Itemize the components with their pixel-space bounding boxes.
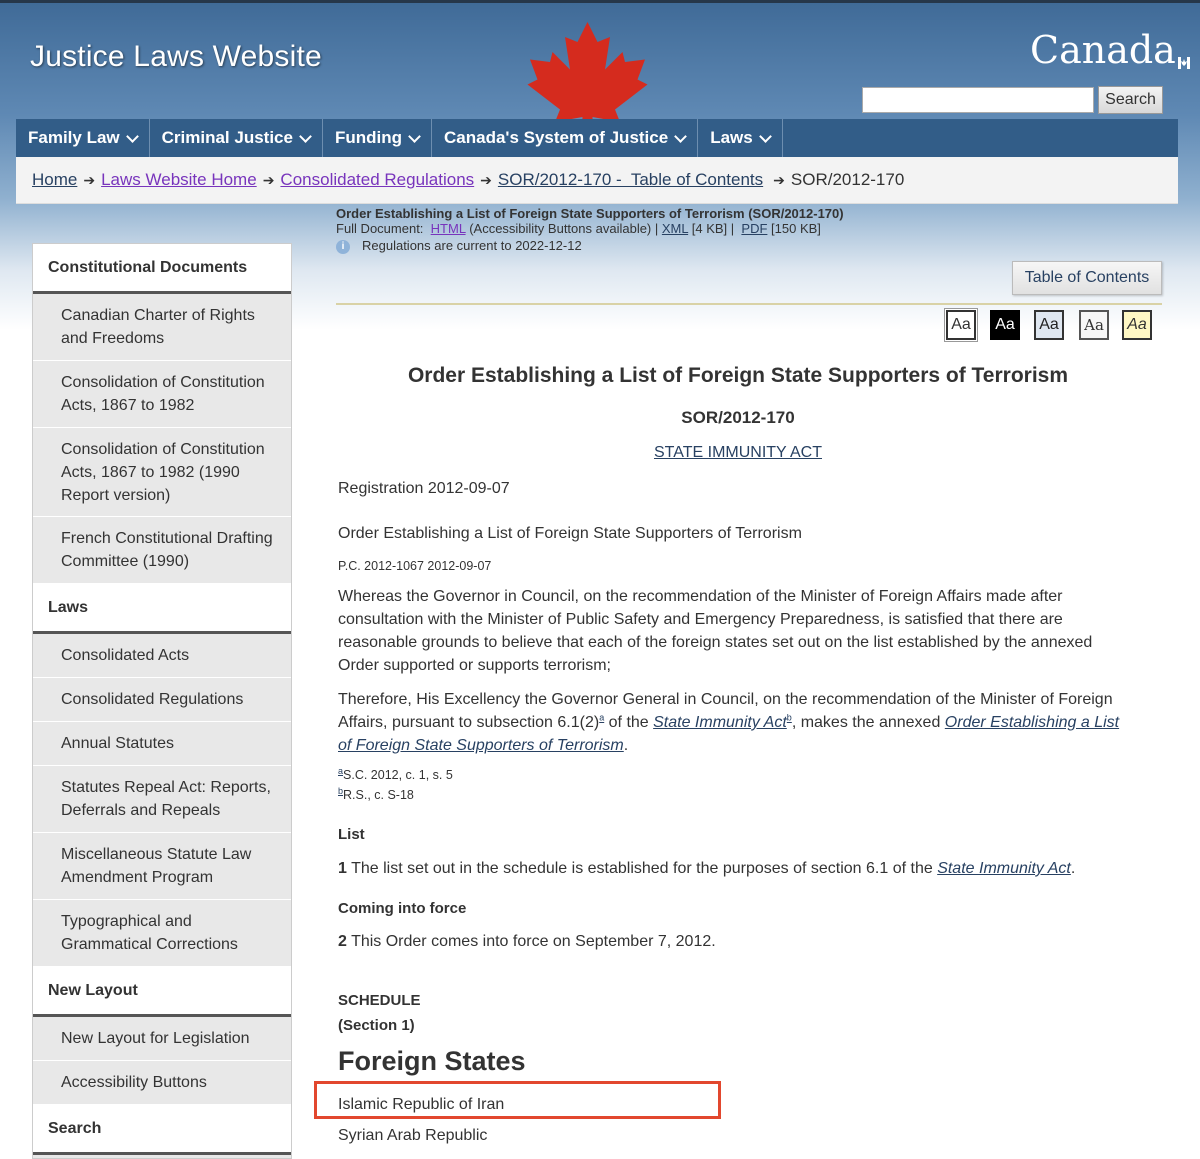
- menu-label: Canada's System of Justice: [444, 128, 669, 147]
- state-immunity-act-link[interactable]: State Immunity Act: [653, 714, 787, 731]
- search-input[interactable]: [862, 87, 1094, 113]
- menu-criminal-justice[interactable]: [150, 119, 323, 157]
- sidebar-item-french-committee[interactable]: French Constitutional Drafting Committee (1990): [33, 517, 291, 584]
- section-1-number: 1: [338, 860, 347, 877]
- arrow-right-icon: ➔: [83, 171, 96, 188]
- section-2-text: This Order comes into force on September 7, 2012.: [346, 933, 716, 950]
- site-title[interactable]: Justice Laws Website: [30, 40, 322, 73]
- state-list-item: Syrian Arab Republic: [338, 1127, 488, 1144]
- section-1: [338, 857, 1128, 880]
- arrow-right-icon: ➔: [773, 171, 785, 188]
- xml-link[interactable]: XML: [661, 221, 689, 236]
- chevron-down-icon: [408, 130, 421, 143]
- pc-number: P.C. 2012-1067 2012-09-07: [338, 559, 492, 573]
- text-style-serif-button[interactable]: Aa: [1079, 310, 1109, 340]
- info-icon: i: [336, 240, 350, 254]
- section-1-text: The list set out in the schedule is established for the purposes of section 6.1 of the: [346, 860, 938, 877]
- document-header: [336, 206, 1166, 254]
- sidebar-item-statutes-repeal[interactable]: Statutes Repeal Act: Reports, Deferrals and Repeals: [33, 766, 291, 833]
- therefore-text-2: of the: [604, 714, 654, 731]
- search-button[interactable]: Search: [1098, 86, 1163, 114]
- full-document-links: [336, 221, 1166, 236]
- main-menu: [16, 119, 1178, 160]
- sidebar-item-annual-statutes[interactable]: Annual Statutes: [33, 722, 291, 766]
- registration: Registration 2012-09-07: [338, 480, 510, 497]
- enabling-act-link[interactable]: STATE IMMUNITY ACT: [653, 444, 822, 461]
- arrow-right-icon: ➔: [480, 171, 492, 188]
- enabling-act-link-wrap: [336, 444, 1140, 462]
- sidebar-section-search: Search: [33, 1105, 291, 1155]
- therefore-text-4: .: [623, 737, 629, 754]
- text-style-blue-button[interactable]: Aa: [1034, 310, 1064, 340]
- breadcrumb-toc[interactable]: SOR/2012-170 - Table of Contents: [497, 170, 764, 189]
- flag-icon: [1178, 34, 1190, 46]
- footnote-b-text: R.S., c. S-18: [343, 788, 414, 802]
- menu-family-law[interactable]: [16, 119, 150, 157]
- menu-label: Laws: [710, 128, 753, 147]
- schedule-heading: SCHEDULE: [338, 992, 421, 1009]
- sidebar-section-laws: Laws: [33, 584, 291, 634]
- text-style-default-button[interactable]: Aa: [946, 310, 976, 340]
- table-of-contents-button[interactable]: Table of Contents: [1012, 261, 1162, 295]
- breadcrumb-current: SOR/2012-170: [790, 170, 905, 189]
- section-1-act-link[interactable]: State Immunity Act: [937, 860, 1071, 877]
- sidebar: [32, 243, 292, 1159]
- schedule-section-ref: (Section 1): [338, 1017, 415, 1034]
- state-list-item: Islamic Republic of Iran: [338, 1096, 505, 1113]
- highlight-box: [314, 1081, 721, 1119]
- canada-wordmark: [1030, 28, 1190, 72]
- sidebar-section-new-layout: New Layout: [33, 967, 291, 1017]
- chevron-down-icon: [674, 130, 687, 143]
- arrow-right-icon: ➔: [262, 171, 275, 188]
- breadcrumb-home[interactable]: Home: [32, 170, 78, 189]
- xml-size: [4 KB] |: [691, 221, 735, 236]
- regulation-number: SOR/2012-170: [681, 408, 795, 427]
- foreign-states-heading: Foreign States: [338, 1046, 526, 1076]
- footnote-a-text: S.C. 2012, c. 1, s. 5: [343, 768, 453, 782]
- section-2-number: 2: [338, 933, 347, 950]
- page-title: Order Establishing a List of Foreign State Supporters of Terrorism: [407, 364, 1069, 387]
- chevron-down-icon: [299, 130, 312, 143]
- menu-funding[interactable]: [323, 119, 432, 157]
- sidebar-item-consolidated-acts[interactable]: Consolidated Acts: [33, 634, 291, 678]
- footnote-b-anchor[interactable]: b: [338, 785, 344, 796]
- sidebar-item-new-layout[interactable]: New Layout for Legislation: [33, 1017, 291, 1061]
- section-1-end: .: [1070, 860, 1076, 877]
- sidebar-item-accessibility[interactable]: Accessibility Buttons: [33, 1061, 291, 1105]
- document-header-title: Order Establishing a List of Foreign State Supporters of Terrorism (SOR/2012-170): [336, 206, 844, 221]
- sidebar-section-constitutional: Constitutional Documents: [33, 244, 291, 294]
- pdf-size: [150 KB]: [771, 221, 821, 236]
- footnote-a: [338, 765, 1128, 785]
- footnote-a-anchor[interactable]: a: [338, 765, 344, 776]
- sidebar-item-miscellaneous[interactable]: Miscellaneous Statute Law Amendment Program: [33, 833, 291, 900]
- menu-system-of-justice[interactable]: [432, 119, 698, 157]
- menu-label: Criminal Justice: [161, 128, 293, 147]
- sidebar-item-typographical[interactable]: Typographical and Grammatical Corrections: [33, 900, 291, 967]
- therefore-text-3: , makes the annexed: [791, 714, 945, 731]
- footnote-a-ref[interactable]: a: [599, 712, 605, 723]
- breadcrumb: [16, 157, 1178, 204]
- text-style-yellow-button[interactable]: Aa: [1122, 310, 1152, 340]
- footnote-b: [338, 785, 1128, 805]
- chevron-down-icon: [126, 130, 139, 143]
- sidebar-item-consolidation[interactable]: Consolidation of Constitution Acts, 1867 to 1982: [33, 361, 291, 428]
- footnote-b-ref[interactable]: b: [786, 712, 792, 723]
- sidebar-item-consolidation-1990[interactable]: Consolidation of Constitution Acts, 1867 to 1982 (1990 Report version): [33, 428, 291, 517]
- currency-text: Regulations are current to 2022-12-12: [362, 238, 582, 253]
- menu-laws[interactable]: [698, 119, 783, 157]
- section-2: [338, 930, 1128, 953]
- breadcrumb-laws-home[interactable]: Laws Website Home: [101, 170, 257, 189]
- therefore-clause: [338, 688, 1128, 757]
- menu-label: Funding: [334, 128, 402, 147]
- therefore-text-1: Therefore, His Excellency the Governor General in Council, on the recommendation of the Minister of Foreign Affairs, pursuant to subsection 6.1(2): [338, 691, 1113, 731]
- divider: [336, 303, 1162, 305]
- coming-into-force-heading: Coming into force: [338, 900, 467, 917]
- text-style-high-contrast-button[interactable]: Aa: [990, 310, 1020, 340]
- order-link[interactable]: Order Establishing a List of Foreign State Supporters of Terrorism: [338, 714, 1120, 754]
- top-line: [0, 0, 1200, 3]
- html-note: (Accessibility Buttons available) |: [469, 221, 659, 236]
- pdf-link[interactable]: PDF: [741, 221, 768, 236]
- currency-line: [336, 238, 1166, 254]
- list-heading: List: [338, 826, 365, 843]
- footnotes: [338, 765, 1128, 805]
- full-doc-label: Full Document:: [336, 221, 424, 236]
- breadcrumb-consolidated[interactable]: Consolidated Regulations: [280, 170, 475, 189]
- long-title: Order Establishing a List of Foreign State Supporters of Terrorism: [338, 525, 802, 542]
- html-link[interactable]: HTML: [430, 221, 466, 236]
- sidebar-item-consolidated-regulations[interactable]: Consolidated Regulations: [33, 678, 291, 722]
- sidebar-item-charter[interactable]: Canadian Charter of Rights and Freedoms: [33, 294, 291, 361]
- whereas-clause: Whereas the Governor in Council, on the recommendation of the Minister of Foreign Affairs made after consultation with the Minister of Public Safety and Emergency Preparedness, is satisfied that there are reasonable grounds to believe that each of the foreign states set out on the list established by the annexed Order supported or supports terrorism;: [338, 588, 1093, 674]
- canada-wordmark-text: Canada: [1030, 28, 1176, 72]
- chevron-down-icon: [759, 130, 772, 143]
- menu-label: Family Law: [28, 128, 120, 147]
